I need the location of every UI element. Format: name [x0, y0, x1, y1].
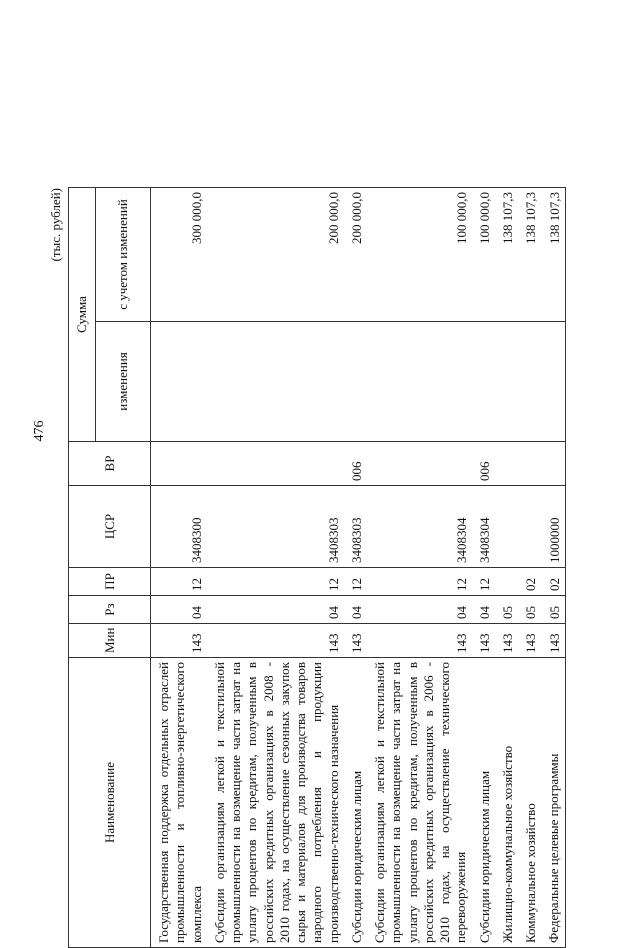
cell-changes — [472, 322, 495, 442]
cell-changes — [151, 322, 207, 442]
cell-name: Субсидии юридическим лицам — [472, 658, 495, 948]
cell-changes — [367, 322, 472, 442]
cell-name: Жилищно-коммунальное хозяйство — [495, 658, 518, 948]
cell-changes — [541, 322, 565, 442]
table-row — [495, 188, 518, 948]
cell-with-changes: 138 107,3 — [541, 188, 565, 322]
cell-csr — [518, 486, 541, 568]
budget-sheet — [48, 188, 608, 948]
cell-rz: 04 — [207, 596, 344, 624]
header-sum: Сумма — [69, 188, 96, 442]
cell-name: Субсидии организациям легкой и текстильной промышленности на возмещение части затрат на уплату процентов по кредитам, полученным в российских кредитных организациях в 2006 - 2010 годах, на осуществление технического перевооружения — [367, 658, 472, 948]
table-row — [151, 188, 207, 948]
cell-pr: 12 — [207, 568, 344, 596]
cell-pr: 12 — [344, 568, 367, 596]
cell-rz: 04 — [367, 596, 472, 624]
table-row — [472, 188, 495, 948]
cell-min: 143 — [472, 624, 495, 658]
cell-name: Федеральные целевые программы — [541, 658, 565, 948]
header-name: Наименование — [69, 658, 151, 948]
table-row — [541, 188, 565, 948]
cell-changes — [207, 322, 344, 442]
cell-changes — [495, 322, 518, 442]
cell-rz: 04 — [472, 596, 495, 624]
cell-vr — [541, 442, 565, 486]
cell-csr: 3408303 — [207, 486, 344, 568]
table-row — [367, 188, 472, 948]
cell-min: 143 — [344, 624, 367, 658]
table-row — [518, 188, 541, 948]
units-label: (тыс. рублей) — [48, 188, 63, 262]
cell-min: 143 — [518, 624, 541, 658]
cell-csr: 3408304 — [367, 486, 472, 568]
cell-min: 143 — [367, 624, 472, 658]
cell-vr — [367, 442, 472, 486]
cell-min: 143 — [207, 624, 344, 658]
cell-name: Государственная поддержка отдельных отраслей промышленности и топливно-энергетического комплекса — [151, 658, 207, 948]
cell-vr: 006 — [472, 442, 495, 486]
cell-min: 143 — [151, 624, 207, 658]
cell-csr: 3408303 — [344, 486, 367, 568]
cell-vr — [495, 442, 518, 486]
cell-csr — [495, 486, 518, 568]
cell-changes — [518, 322, 541, 442]
cell-pr: 02 — [541, 568, 565, 596]
header-csr: ЦСР — [69, 486, 151, 568]
cell-rz: 04 — [151, 596, 207, 624]
cell-csr: 1000000 — [541, 486, 565, 568]
header-changes: изменения — [96, 322, 151, 442]
cell-pr: 12 — [472, 568, 495, 596]
cell-rz: 05 — [495, 596, 518, 624]
cell-pr: 12 — [367, 568, 472, 596]
table-row — [207, 188, 344, 948]
cell-rz: 05 — [541, 596, 565, 624]
cell-with-changes: 100 000,0 — [472, 188, 495, 322]
cell-min: 143 — [541, 624, 565, 658]
header-min: Мин — [69, 624, 151, 658]
cell-changes — [344, 322, 367, 442]
page-number: 476 — [32, 420, 47, 442]
cell-pr: 02 — [518, 568, 541, 596]
cell-with-changes: 300 000,0 — [151, 188, 207, 322]
cell-with-changes: 138 107,3 — [495, 188, 518, 322]
cell-pr: 12 — [151, 568, 207, 596]
cell-pr — [495, 568, 518, 596]
cell-with-changes: 100 000,0 — [367, 188, 472, 322]
budget-table — [68, 187, 566, 948]
cell-with-changes: 138 107,3 — [518, 188, 541, 322]
header-with-changes: с учетом изменений — [96, 188, 151, 322]
header-rz: Рз — [69, 596, 151, 624]
cell-csr: 3408304 — [472, 486, 495, 568]
cell-vr — [151, 442, 207, 486]
cell-with-changes: 200 000,0 — [207, 188, 344, 322]
cell-rz: 04 — [344, 596, 367, 624]
table-row — [344, 188, 367, 948]
cell-name: Субсидии организациям легкой и текстильной промышленности на возмещение части затрат на уплату процентов по кредитам, полученным в российских кредитных организациях в 2008 - 2010 годах, на осуществление сезонных закупок сырья и материалов для производства товаров народного потребления и продукции производственно-технического назначения — [207, 658, 344, 948]
cell-vr — [518, 442, 541, 486]
header-vr: ВР — [69, 442, 151, 486]
cell-name: Коммунальное хозяйство — [518, 658, 541, 948]
cell-vr — [207, 442, 344, 486]
cell-csr: 3408300 — [151, 486, 207, 568]
table-header — [69, 188, 151, 948]
header-pr: ПР — [69, 568, 151, 596]
cell-min: 143 — [495, 624, 518, 658]
cell-vr: 006 — [344, 442, 367, 486]
cell-with-changes: 200 000,0 — [344, 188, 367, 322]
cell-rz: 05 — [518, 596, 541, 624]
cell-name: Субсидии юридическим лицам — [344, 658, 367, 948]
